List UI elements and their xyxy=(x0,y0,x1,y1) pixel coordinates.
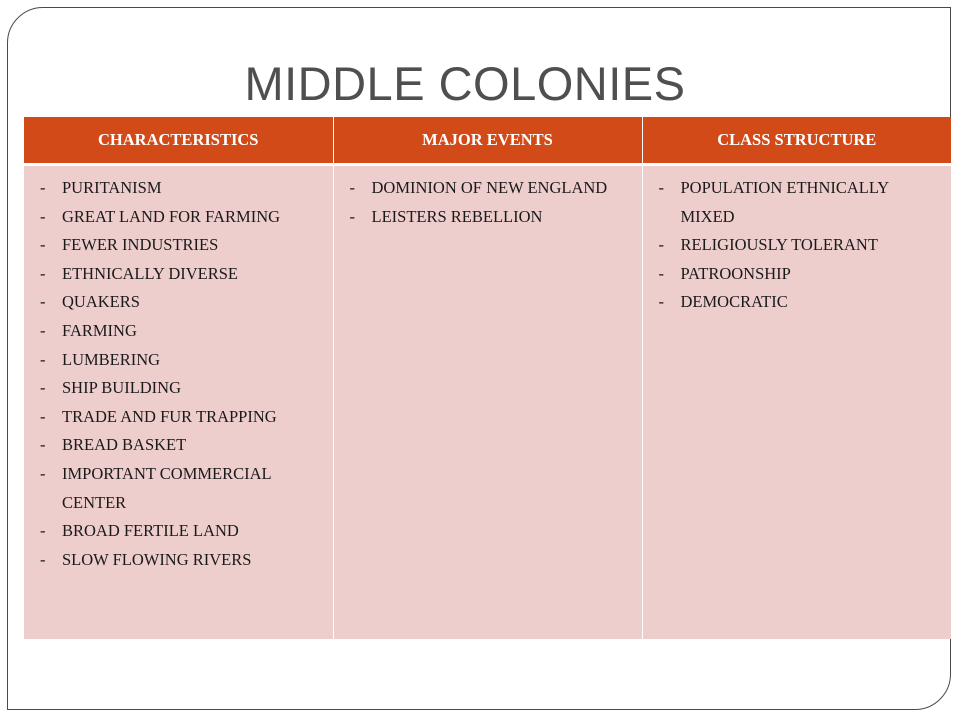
list-item: - TRADE AND FUR TRAPPING xyxy=(32,403,327,432)
list-item: - PURITANISM xyxy=(32,174,327,203)
list-item: - LUMBERING xyxy=(32,346,327,375)
list-item: - GREAT LAND FOR FARMING xyxy=(32,203,327,232)
table-header-row xyxy=(24,117,951,165)
list-item: - SHIP BUILDING xyxy=(32,374,327,403)
characteristics-list xyxy=(32,174,327,574)
list-item: - DOMINION OF NEW ENGLAND xyxy=(342,174,636,203)
list-item: - FARMING xyxy=(32,317,327,346)
header-major-events: MAJOR EVENTS xyxy=(333,117,642,165)
list-item: - BROAD FERTILE LAND xyxy=(32,517,327,546)
list-item: - ETHNICALLY DIVERSE xyxy=(32,260,327,289)
list-item: - POPULATION ETHNICALLY MIXED xyxy=(651,174,946,231)
list-item: - PATROONSHIP xyxy=(651,260,946,289)
class-structure-list xyxy=(651,174,946,317)
list-item: - LEISTERS REBELLION xyxy=(342,203,636,232)
major-events-list xyxy=(342,174,636,231)
header-class-structure: CLASS STRUCTURE xyxy=(642,117,951,165)
list-item: - RELIGIOUSLY TOLERANT xyxy=(651,231,946,260)
class-structure-cell xyxy=(642,165,951,640)
slide-title: MIDDLE COLONIES xyxy=(244,57,686,110)
major-events-cell xyxy=(333,165,642,640)
list-item: - QUAKERS xyxy=(32,288,327,317)
list-item: - SLOW FLOWING RIVERS xyxy=(32,546,327,575)
list-item: - FEWER INDUSTRIES xyxy=(32,231,327,260)
characteristics-cell xyxy=(24,165,333,640)
list-item: - DEMOCRATIC xyxy=(651,288,946,317)
list-item: - BREAD BASKET xyxy=(32,431,327,460)
table-row xyxy=(24,165,951,640)
list-item: - IMPORTANT COMMERCIAL CENTER xyxy=(32,460,327,517)
header-characteristics: CHARACTERISTICS xyxy=(24,117,333,165)
colonies-table xyxy=(24,117,951,639)
